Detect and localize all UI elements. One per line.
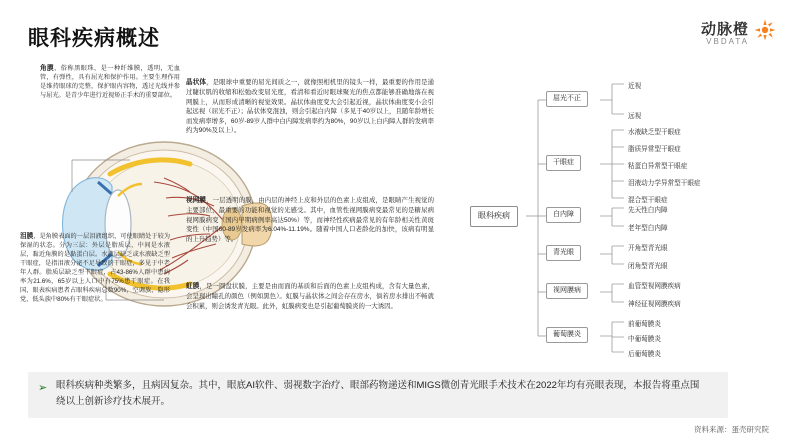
source-note: 资料来源：蛋壳研究院	[694, 425, 769, 434]
tree-branch-retinopathy[interactable]: 视网膜病	[546, 283, 588, 299]
tree-leaf-lipid-abnormal-dry-eye[interactable]: 脂质异常型干眼症	[628, 146, 681, 153]
tree-leaf-intermediate-uveitis[interactable]: 中葡萄膜炎	[628, 336, 661, 343]
tree-leaf-hyperopia[interactable]: 远视	[628, 113, 642, 120]
paragraph-retina-text: ，一层透明的膜，由内层的神经上皮和外层的色素上皮组成，是眼睛产生视觉的主要部位，最重要的功能和视觉的光感受。其中，血管性视网膜病变最常见的是糖尿病视网膜病变（国内早期病例率高达50%）等，而神经性疾病最常见的有年龄相关性黄斑变性（中国60-89岁发病率为6.04%-11.19%。随着中国人口老龄化的加快，该病有明显的上升趋势）等。	[186, 197, 435, 243]
annotation-cornea-label: 角膜	[40, 65, 55, 72]
annotation-lacrimal-text: ，是角膜表面的一层泪液组织，可使眼睛处于较为保湿的状态。分为三层：外层是脂质层，中间是水液层，黏近角膜的是黏蛋白层。水液层缺乏或水液缺乏型干眼症，是指泪液分泌不足导致的干眼症，多见于中老年人群。脂质层缺乏型干眼症，占43-86%人群中患病率为21.6%，65岁以上人口中有75%患干眼症。在我国，眼表疾病患者占眼科疾病总数90%，空调族、隐形党、低头族中80%有干眼症状。	[20, 233, 171, 303]
brand-name: 动脉橙	[700, 21, 749, 38]
bullet-arrow-icon: ➢	[38, 382, 48, 394]
tree-leaf-vascular-retinal-disease[interactable]: 血管型视网膜疾病	[628, 283, 681, 290]
tree-branch-refractive-error[interactable]: 屈光不正	[546, 91, 588, 107]
tree-leaf-congenital-cataract[interactable]: 先天性白内障	[628, 207, 668, 214]
annotation-cornea-text: ，俗称黑眼珠，是一种纤维膜，透明，无血管，有弹性，具有屈光和保护作用。主要生理作用是维持眼球的完整，保护眼内容物，透过光线并参与屈光。是青少年进行近视矫正手术的重要部位。	[40, 65, 181, 99]
paragraph-iris-text: ，是一圆盘状膜，主要是由而面的基质和后面的色素上皮组构成，含有大量色素，会呈现出瞳孔的颜色（例如黑色）。虹膜与晶状体之间会存在房水，倘若房水排出不畅就会积累，则会诱发青光眼。此外，虹膜病变也是引起葡萄膜炎的一大诱因。	[186, 283, 435, 310]
tree-leaf-tear-dynamics-dry-eye[interactable]: 泪液动力学异常型干眼症	[628, 180, 701, 187]
tree-leaf-mixed-dry-eye[interactable]: 混合型干眼症	[628, 197, 668, 204]
tree-branch-uveitis[interactable]: 葡萄膜炎	[546, 327, 588, 343]
disease-tree	[470, 60, 780, 372]
tree-leaf-open-angle-glaucoma[interactable]: 开角型青光眼	[628, 245, 668, 252]
annotation-cornea	[40, 64, 180, 101]
tree-branch-glaucoma[interactable]: 青光眼	[546, 245, 581, 261]
brand-subtitle: VBDATA	[706, 37, 749, 46]
tree-leaf-neural-retinal-disease[interactable]: 神经征视网膜疾病	[628, 301, 681, 308]
paragraph-lens	[186, 78, 434, 136]
page-title: 眼科疾病概述	[28, 27, 160, 50]
tree-leaf-closed-angle-glaucoma[interactable]: 闭角型青光眼	[628, 263, 668, 270]
paragraph-retina-label: 视网膜	[186, 197, 207, 204]
paragraph-lens-text: ，是眼球中重要的屈光间质之一，就像照相机里的镜头一样，最重要的作用是通过睫状肌的收缩和松弛改变屈光度，看清和看近时眼球聚光的焦点都能够准确地落在视网膜上，从而形成清晰的视觉效果。晶状体曲度变大会引起近视，晶状体曲度变小会引起远视（屈光不正）；晶状体变混浊，则会引起白内障（多见于40岁以上，且随年龄增长而发病率增多，60岁-89岁人群中白内障发病率约为80%，90岁以上白内障人群的发病率约为90%及以上）。	[186, 79, 435, 135]
annotation-lacrimal-film	[20, 232, 170, 305]
tree-root[interactable]: 眼科疾病	[470, 206, 518, 227]
paragraph-lens-label: 晶状体	[186, 79, 207, 86]
tree-leaf-mucin-abnormal-dry-eye[interactable]: 粘蛋白异常型干眼症	[628, 163, 688, 170]
brand-logo-icon	[753, 18, 777, 42]
summary-callout-text: 眼科疾病种类繁多，且病因复杂。其中，眼底AI软件、弱视数字治疗、眼部药物递送和MIGS微创青光眼手术技术在2022年均有亮眼表现，本报告将重点围绕以上创新诊疗技术展开。	[56, 380, 700, 407]
tree-leaf-anterior-uveitis[interactable]: 前葡萄膜炎	[628, 321, 661, 328]
tree-leaf-myopia[interactable]: 近视	[628, 83, 642, 90]
paragraph-retina	[186, 196, 434, 244]
paragraph-iris-label: 虹膜	[186, 283, 200, 290]
tree-leaf-aqueous-deficient-dry-eye[interactable]: 水液缺乏型干眼症	[628, 129, 681, 136]
tree-branch-dry-eye[interactable]: 干眼症	[546, 155, 581, 171]
tree-leaf-posterior-uveitis[interactable]: 后葡萄膜炎	[628, 351, 661, 358]
tree-leaf-senile-cataract[interactable]: 老年型白内障	[628, 225, 668, 232]
paragraph-iris	[186, 282, 434, 311]
tree-branch-cataract[interactable]: 白内障	[546, 207, 581, 223]
annotation-lacrimal-label: 泪膜	[20, 233, 34, 240]
